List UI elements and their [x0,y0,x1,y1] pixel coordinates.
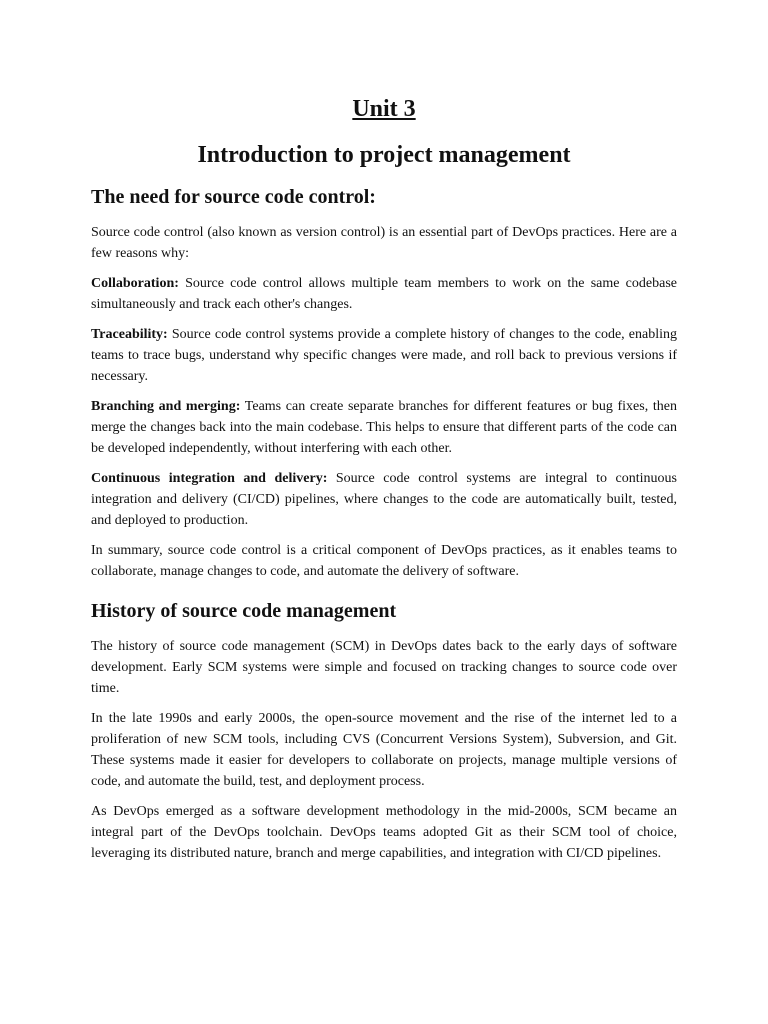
branching-paragraph [91,396,677,459]
history-paragraph-3: As DevOps emerged as a software development methodology in the mid-2000s, SCM became an integral part of the DevOps toolchain. DevOps teams adopted Git as their SCM tool of choice, leveraging its distributed nature, branch and merge capabilities, and integration with CI/CD pipelines. [91,804,677,861]
intro-paragraph: Source code control (also known as version control) is an essential part of DevOps practices. Here are a few reasons why: [91,225,677,261]
history-paragraph-2: In the late 1990s and early 2000s, the open-source movement and the rise of the internet led to a proliferation of new SCM tools, including CVS (Concurrent Versions System), Subversion, and Git. These systems made it easier for developers to collaborate on projects, manage multiple versions of code, and automate the build, test, and deployment process. [91,711,677,789]
traceability-paragraph [91,324,677,387]
collaboration-paragraph [91,273,677,315]
collaboration-text: Source code control allows multiple team members to work on the same codebase simultaneously and track each other's changes. [91,276,677,312]
traceability-term: Traceability: [91,327,168,342]
traceability-text: Source code control systems provide a complete history of changes to the code, enabling teams to trace bugs, understand why specific changes were made, and roll back to previous versions if necessary. [91,327,677,384]
unit-title: Unit 3 [352,96,416,122]
collaboration-term: Collaboration: [91,276,179,291]
branching-text: Teams can create separate branches for different features or bug fixes, then merge the changes back into the main codebase. This helps to ensure that different parts of the code can be developed independently, without interfering with each other. [91,399,677,456]
section-heading-source-code-control: The need for source code control: [91,186,376,208]
ci-cd-text: Source code control systems are integral to continuous integration and delivery (CI/CD) pipelines, where changes to the code are automatically built, tested, and deployed to production. [91,471,677,528]
branching-term: Branching and merging: [91,399,241,414]
history-paragraph-1: The history of source code management (SCM) in DevOps dates back to the early days of software development. Early SCM systems were simple and focused on tracking changes to source code over time. [91,639,677,696]
ci-cd-term: Continuous integration and delivery: [91,471,328,486]
main-title: Introduction to project management [197,142,571,168]
ci-cd-paragraph [91,468,677,531]
section-heading-history: History of source code management [91,600,397,622]
summary-paragraph: In summary, source code control is a critical component of DevOps practices, as it enables teams to collaborate, manage changes to code, and automate the delivery of software. [91,543,677,579]
document-page [91,92,677,864]
